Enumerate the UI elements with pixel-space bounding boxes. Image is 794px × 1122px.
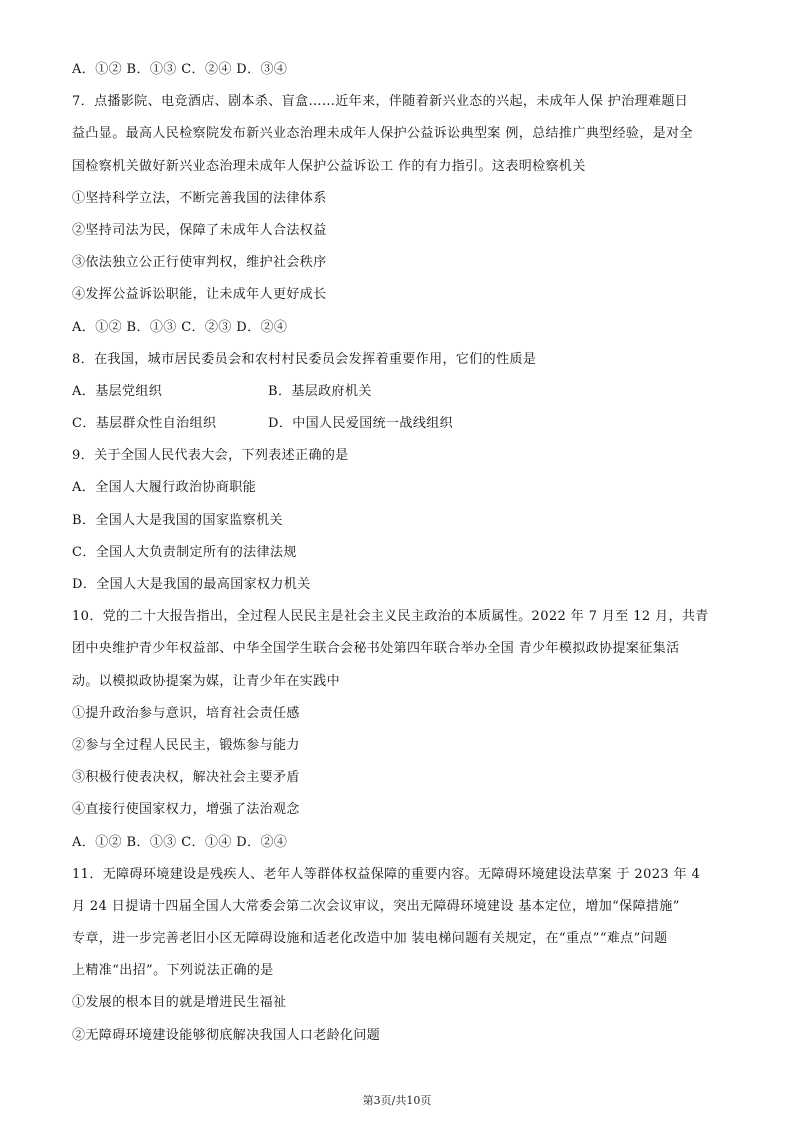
q11-item-1: ①发展的根本目的就是增进民生福祉 — [72, 995, 287, 1011]
q9-option-b: B．全国人大是我国的国家监察机关 — [72, 512, 283, 528]
q10-item-2: ②参与全过程人民民主，锻炼参与能力 — [72, 737, 300, 753]
q8-options-row-2 — [72, 414, 724, 434]
q11-stem-line-2: 月 24 日提请十四届全国人大常委会第二次会议审议，突出无障碍环境建设 基本定位，增加“保障措施” — [72, 898, 680, 914]
q8-options-row-1 — [72, 382, 724, 402]
q10-stem-line-1: 10．党的二十大报告指出，全过程人民民主是社会主义民主政治的本质属性。2022 年 7 月至 12 月，共青 — [72, 609, 709, 625]
q10-item-3: ③积极行使表决权，解决社会主要矛盾 — [72, 770, 300, 786]
q9-option-a: A．全国人大履行政治协商职能 — [72, 480, 256, 496]
page-number: 第3页/共10页 — [362, 1094, 432, 1107]
q7-item-1: ①坚持科学立法，不断完善我国的法律体系 — [72, 190, 327, 206]
q11-item-2: ②无障碍环境建设能够彻底解决我国人口老龄化问题 — [72, 1027, 381, 1043]
q7-stem-line-1: 7．点播影院、电竞酒店、剧本杀、盲盒……近年来，伴随着新兴业态的兴起，未成年人保 护治理难题日 — [72, 94, 689, 110]
exam-page-content — [72, 60, 724, 1058]
q7-item-3: ③依法独立公正行使审判权，维护社会秩序 — [72, 255, 327, 271]
q9-stem: 9．关于全国人民代表大会，下列表述正确的是 — [72, 448, 349, 464]
q11-stem-line-1: 11．无障碍环境建设是残疾人、老年人等群体权益保障的重要内容。无障碍环境建设法草案 于 2023 年 4 — [72, 866, 701, 882]
q10-stem-line-3: 动。以模拟政协提案为媒，让青少年在实践中 — [72, 673, 341, 689]
q7-item-4: ④发挥公益诉讼职能，让未成年人更好成长 — [72, 287, 327, 303]
q6-options: A．①② B．①③ C．②④ D．③④ — [72, 62, 288, 77]
q10-item-4: ④直接行使国家权力，增强了法治观念 — [72, 802, 300, 818]
q9-option-d: D．全国人大是我国的最高国家权力机关 — [72, 577, 311, 592]
q7-stem-line-3: 国检察机关做好新兴业态治理未成年人保护公益诉讼工 作的有力指引。这表明检察机关 — [72, 158, 586, 174]
q10-stem-line-2: 团中央维护青少年权益部、中华全国学生联合会秘书处第四年联合举办全国 青少年模拟政协提案征集活 — [72, 641, 680, 657]
q10-options: A．①② B．①③ C．①④ D．②④ — [72, 834, 288, 850]
q10-item-1: ①提升政治参与意识，培育社会责任感 — [72, 705, 300, 721]
q8-option-b: B．基层政府机关 — [268, 383, 372, 399]
q7-stem-line-2: 益凸显。最高人民检察院发布新兴业态治理未成年人保护公益诉讼典型案 例，总结推广典型经验，是对全 — [72, 126, 693, 142]
q8-option-d: D．中国人民爱国统一战线组织 — [268, 416, 454, 432]
q7-item-2: ②坚持司法为民，保障了未成年人合法权益 — [72, 222, 327, 238]
q7-options: A．①② B．①③ C．②③ D．②④ — [72, 319, 288, 335]
q8-stem: 8．在我国，城市居民委员会和农村村民委员会发挥着重要作用，它们的性质是 — [72, 351, 537, 367]
q9-option-c: C．全国人大负责制定所有的法律法规 — [72, 544, 297, 560]
q8-option-c: C．基层群众性自治组织 — [72, 416, 217, 432]
q8-option-a: A．基层党组织 — [72, 383, 163, 399]
q11-stem-line-3: 专章，进一步完善老旧小区无障碍设施和适老化改造中加 装电梯问题有关规定，在“重点”“难点”问题 — [72, 931, 668, 947]
q11-stem-line-4: 上精准“出招”。下列说法正确的是 — [72, 963, 274, 979]
